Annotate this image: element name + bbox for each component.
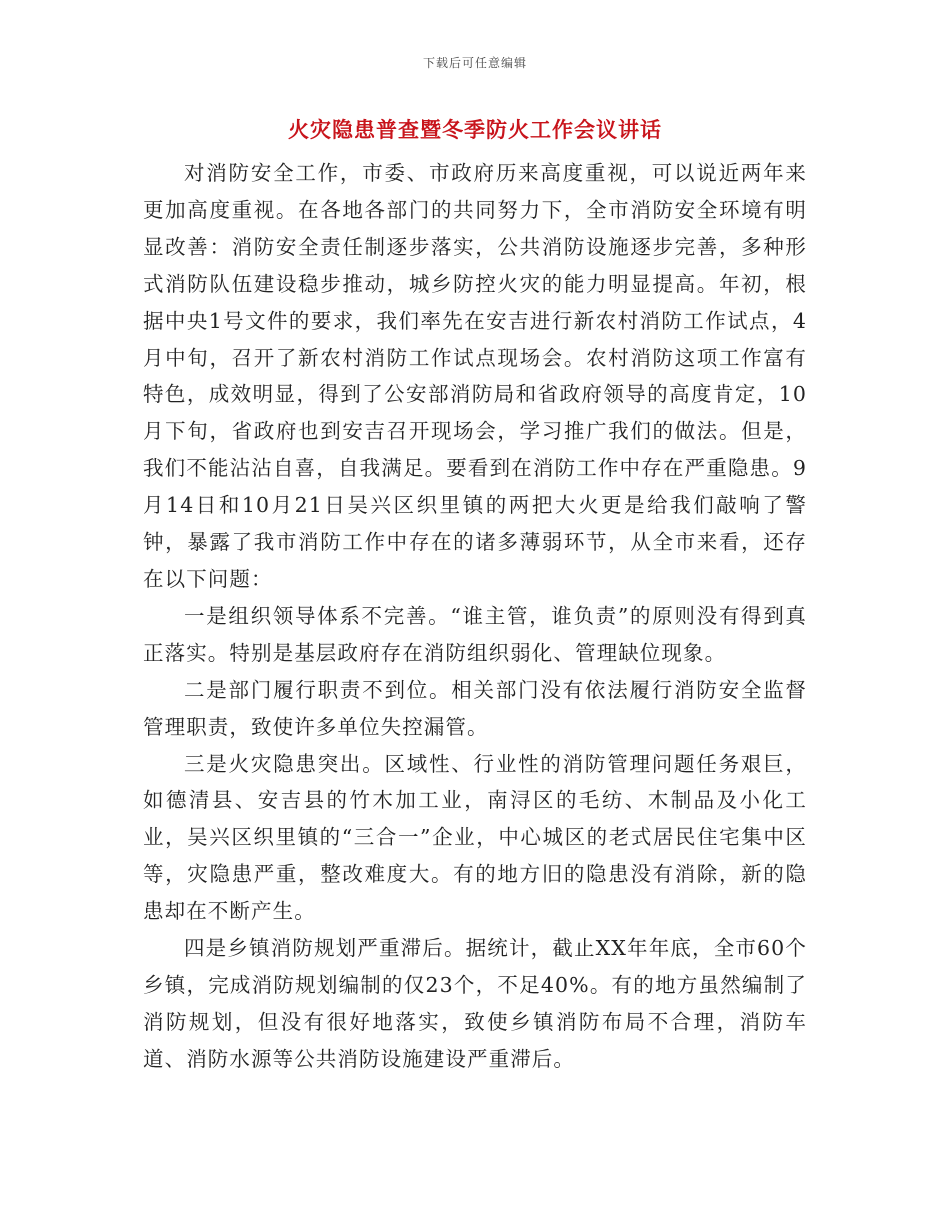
document-body <box>143 155 807 1078</box>
paragraph-issue-1: 一是组织领导体系不完善。“谁主管，谁负责”的原则没有得到真正落实。特别是基层政府存在消防组织弱化、管理缺位现象。 <box>143 603 807 665</box>
document-title: 火灾隐患普查暨冬季防火工作会议讲话 <box>288 118 662 142</box>
paragraph-issue-2: 二是部门履行职责不到位。相关部门没有依法履行消防安全监督管理职责，致使许多单位失控漏管。 <box>143 677 807 739</box>
paragraph-issue-4: 四是乡镇消防规划严重滞后。据统计，截止XX年年底，全市60个乡镇，完成消防规划编制的仅23个，不足40%。有的地方虽然编制了消防规划，但没有很好地落实，致使乡镇消防布局不合理，消防车道、消防水源等公共消防设施建设严重滞后。 <box>143 936 807 1071</box>
header-note: 下载后可任意编辑 <box>422 56 527 70</box>
paragraph-intro: 对消防安全工作，市委、市政府历来高度重视，可以说近两年来更加高度重视。在各地各部门的共同努力下，全市消防安全环境有明显改善：消防安全责任制逐步落实，公共消防设施逐步完善，多种形式消防队伍建设稳步推动，城乡防控火灾的能力明显提高。年初，根据中央1号文件的要求，我们率先在安吉进行新农村消防工作试点，4月中旬，召开了新农村消防工作试点现场会。农村消防这项工作富有特色，成效明显，得到了公安部消防局和省政府领导的高度肯定，10月下旬，省政府也到安吉召开现场会，学习推广我们的做法。但是，我们不能沾沾自喜，自我满足。要看到在消防工作中存在严重隐患。9月14日和10月21日吴兴区织里镇的两把大火更是给我们敲响了警钟，暴露了我市消防工作中存在的诸多薄弱环节，从全市来看，还存在以下问题： <box>143 161 807 591</box>
paragraph-issue-3: 三是火灾隐患突出。区域性、行业性的消防管理问题任务艰巨，如德清县、安吉县的竹木加工业，南浔区的毛纺、木制品及小化工业，吴兴区织里镇的“三合一”企业，中心城区的老式居民住宅集中区等，灾隐患严重，整改难度大。有的地方旧的隐患没有消除，新的隐患却在不断产生。 <box>143 751 807 924</box>
